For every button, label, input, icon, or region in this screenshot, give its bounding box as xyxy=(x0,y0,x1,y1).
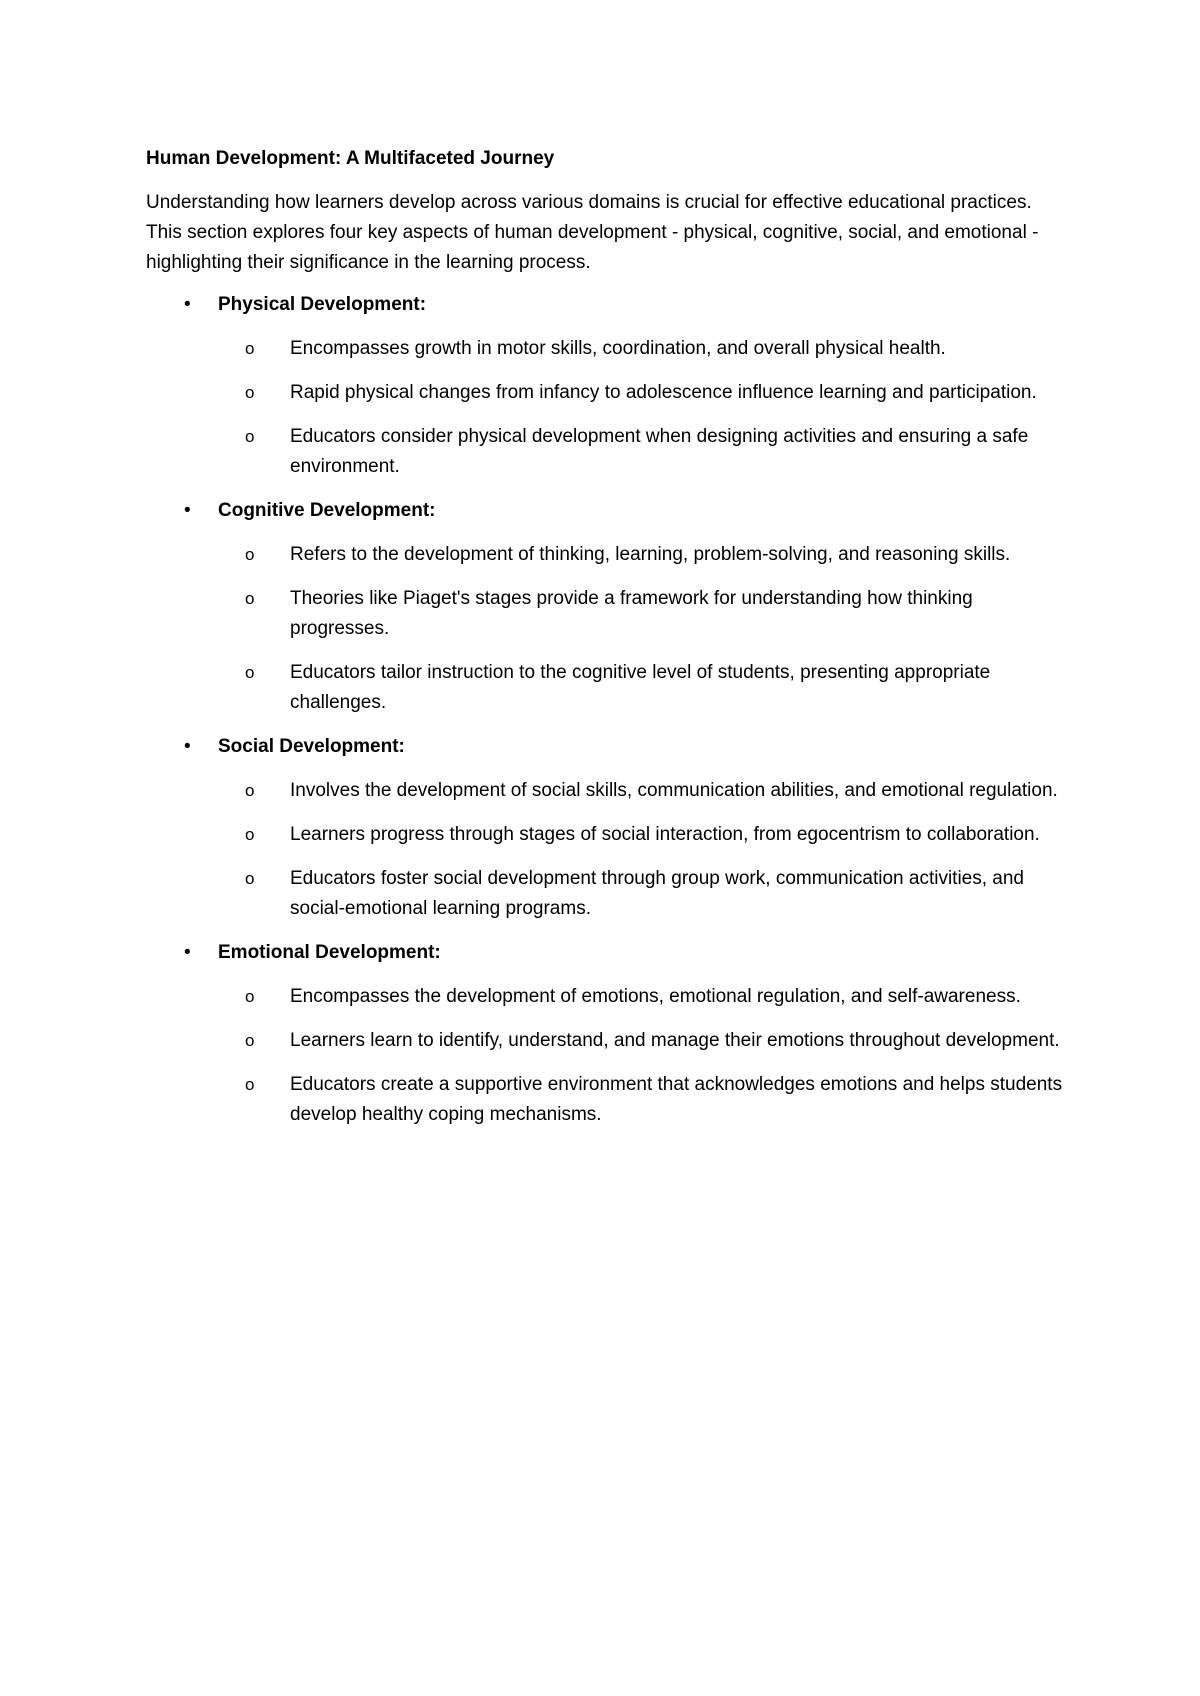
sub-bullet-icon: o xyxy=(245,825,255,844)
list-item xyxy=(218,1026,1066,1056)
sub-list xyxy=(218,776,1066,924)
list-item-text: Learners learn to identify, understand, and manage their emotions throughout development. xyxy=(290,1030,1060,1051)
document-body xyxy=(146,146,1066,1144)
section-emotional xyxy=(146,938,1066,1130)
list-item xyxy=(218,658,1066,718)
sub-list xyxy=(218,540,1066,718)
list-item xyxy=(218,334,1066,364)
sub-bullet-icon: o xyxy=(245,1075,255,1094)
bullet-icon: • xyxy=(184,500,191,521)
list-item xyxy=(218,422,1066,482)
list-item xyxy=(218,820,1066,850)
sub-list xyxy=(218,982,1066,1130)
bullet-icon: • xyxy=(184,294,191,315)
section-heading: Emotional Development: xyxy=(218,942,441,963)
list-item xyxy=(218,776,1066,806)
bullet-icon: • xyxy=(184,736,191,757)
bullet-icon: • xyxy=(184,942,191,963)
sub-bullet-icon: o xyxy=(245,545,255,564)
list-item xyxy=(218,864,1066,924)
list-item-text: Learners progress through stages of social interaction, from egocentrism to collaboration. xyxy=(290,824,1040,845)
sub-bullet-icon: o xyxy=(245,339,255,358)
list-item-text: Encompasses growth in motor skills, coordination, and overall physical health. xyxy=(290,338,946,359)
sub-bullet-icon: o xyxy=(245,781,255,800)
sub-bullet-icon: o xyxy=(245,589,255,608)
list-item xyxy=(218,584,1066,644)
list-item-text: Educators create a supportive environment that acknowledges emotions and helps students develop healthy coping mechanisms. xyxy=(290,1074,1063,1125)
list-item-text: Refers to the development of thinking, learning, problem-solving, and reasoning skills. xyxy=(290,544,1011,565)
list-item xyxy=(218,1070,1066,1130)
sub-bullet-icon: o xyxy=(245,427,255,446)
document-title: Human Development: A Multifaceted Journey xyxy=(146,148,555,169)
sub-bullet-icon: o xyxy=(245,869,255,888)
section-heading: Physical Development: xyxy=(218,294,427,315)
section-physical xyxy=(146,290,1066,482)
sub-bullet-icon: o xyxy=(245,383,255,402)
section-social xyxy=(146,732,1066,924)
sub-list xyxy=(218,334,1066,482)
list-item-text: Educators consider physical development when designing activities and ensuring a safe environment. xyxy=(290,426,1029,477)
list-item-text: Encompasses the development of emotions, emotional regulation, and self-awareness. xyxy=(290,986,1021,1007)
list-item xyxy=(218,982,1066,1012)
list-item-text: Educators tailor instruction to the cognitive level of students, presenting appropriate challenges. xyxy=(290,662,991,713)
section-heading: Cognitive Development: xyxy=(218,500,436,521)
sub-bullet-icon: o xyxy=(245,663,255,682)
list-item xyxy=(218,378,1066,408)
list-item-text: Educators foster social development through group work, communication activities, and social-emotional learning programs. xyxy=(290,868,1024,919)
sections-list xyxy=(146,290,1066,1130)
list-item-text: Rapid physical changes from infancy to adolescence influence learning and participation. xyxy=(290,382,1037,403)
section-cognitive xyxy=(146,496,1066,718)
sub-bullet-icon: o xyxy=(245,987,255,1006)
intro-paragraph: Understanding how learners develop across various domains is crucial for effective educational practices. This section explores four key aspects of human development - physical, cognitive, social, and emotional - highlighting their significance in the learning process. xyxy=(146,192,1039,273)
list-item-text: Theories like Piaget's stages provide a framework for understanding how thinking progresses. xyxy=(290,588,973,639)
section-heading: Social Development: xyxy=(218,736,405,757)
sub-bullet-icon: o xyxy=(245,1031,255,1050)
list-item-text: Involves the development of social skills, communication abilities, and emotional regulation. xyxy=(290,780,1058,801)
list-item xyxy=(218,540,1066,570)
